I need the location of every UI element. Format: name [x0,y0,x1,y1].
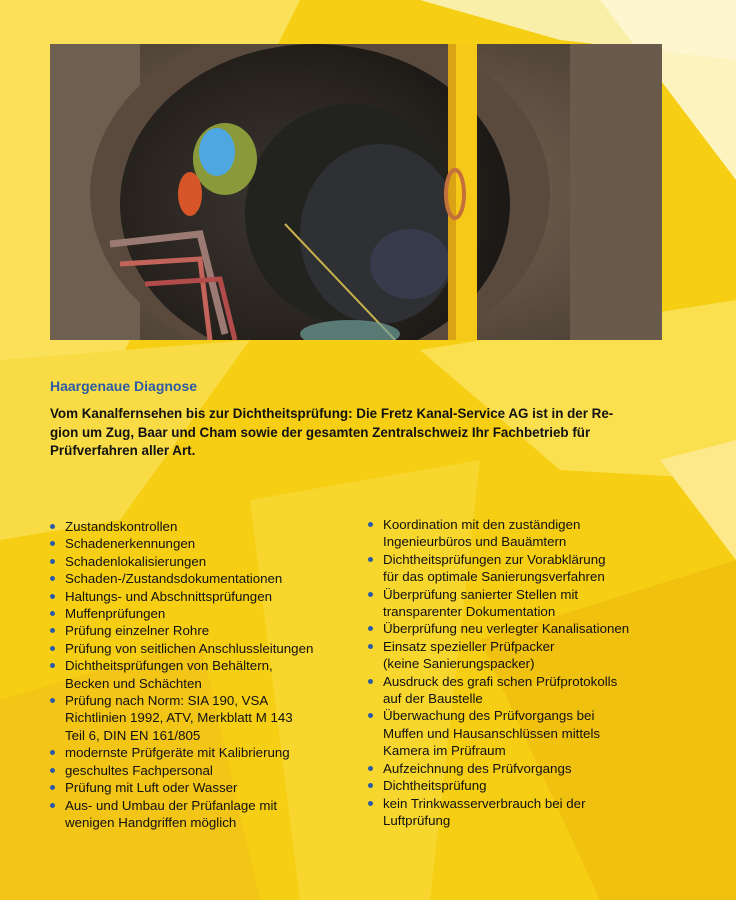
list-item-text: Haltungs- und Abschnittsprüfungen [65,588,272,604]
list-item [48,762,358,779]
list-item-text: für das optimale Sanierungsverfahren [383,569,605,585]
list-item-text: Becken und Schächten [65,675,202,691]
list-item [48,605,358,622]
list-item-text: geschultes Fachpersonal [65,762,213,778]
list-item-text: Muffenprüfungen [65,606,166,622]
list-item-text: Koordination mit den zuständigen [383,517,581,532]
list-item-text: auf der Baustelle [383,691,483,707]
list-item-text: (keine Sanierungspacker) [383,656,535,672]
manhole-inspection-photo [50,44,662,340]
list-item-text: transparenter Dokumentation [383,604,556,620]
list-item-text: Kamera im Prüfraum [383,743,506,759]
list-item [48,692,358,744]
intro-line: gion um Zug, Baar und Cham sowie der gesamten Zentralschweiz Ihr Fachbetrieb für [50,424,591,440]
list-item-text: Überprüfung sanierter Stellen mit [383,586,579,602]
list-item [366,620,686,637]
list-item-text: Überprüfung neu verlegter Kanalisationen [383,621,630,637]
intro-paragraph [50,405,662,461]
intro-line: Vom Kanalfernsehen bis zur Dichtheitsprüfung: Die Fretz Kanal-Service AG ist in der Re- [50,406,614,421]
photo-illustration [50,44,662,340]
list-item [366,516,686,551]
list-item-text: Muffen und Hausanschlüssen mittels [383,725,601,741]
list-item-text: Teil 6, DIN EN 161/805 [65,727,201,743]
list-item-text: Prüfung einzelner Rohre [65,623,210,639]
list-item [48,640,358,657]
list-item-text: Einsatz spezieller Prüfpacker [383,638,555,654]
list-item [366,673,686,708]
list-item [48,744,358,761]
list-item-text: Schaden-/Zustandsdokumentationen [65,571,283,587]
list-item [48,779,358,796]
section-heading: Haargenaue Diagnose [50,378,198,394]
list-item-text: kein Trinkwasserverbrauch bei der [383,795,586,811]
list-item [366,777,686,794]
list-item [48,797,358,832]
list-item-text: Prüfung von seitlichen Anschlussleitungen [65,640,314,656]
list-item-text: Schadenlokalisierungen [65,553,207,569]
list-item-text: Schadenerkennungen [65,536,196,552]
list-item [48,622,358,639]
list-item [48,588,358,605]
list-item-text: modernste Prüfgeräte mit Kalibrierung [65,745,290,761]
list-item-text: Prüfung mit Luft oder Wasser [65,780,238,796]
list-item [366,760,686,777]
list-item-text: Prüfung nach Norm: SIA 190, VSA [65,693,269,709]
list-item-text: Richtlinien 1992, ATV, Merkblatt M 143 [65,710,293,726]
list-item-text: Überwachung des Prüfvorgangs bei [383,708,595,724]
list-item-text: wenigen Handgriffen möglich [65,814,237,830]
list-item [48,553,358,570]
list-item-text: Aufzeichnung des Prüfvorgangs [383,760,572,776]
list-item [366,586,686,621]
services-list-right [366,516,686,829]
list-item-text: Ingenieurbüros und Bauämtern [383,534,567,550]
list-item [366,638,686,673]
list-item-text: Dichtheitsprüfung [383,778,487,794]
list-item-text: Dichtheitsprüfungen von Behältern, [65,658,273,674]
list-item [48,570,358,587]
list-item [366,551,686,586]
list-item-text: Zustandskontrollen [65,519,178,534]
list-item-text: Luftprüfung [383,812,451,828]
list-item [366,707,686,759]
list-item-text: Ausdruck des grafi schen Prüfprotokolls [383,673,618,689]
list-item [48,657,358,692]
intro-line: Prüfverfahren aller Art. [50,443,196,458]
list-item [48,518,358,535]
list-item-text: Aus- und Umbau der Prüfanlage mit [65,797,278,813]
list-item [366,795,686,830]
services-list-left [48,518,358,831]
list-item [48,535,358,552]
list-item-text: Dichtheitsprüfungen zur Vorabklärung [383,551,606,567]
